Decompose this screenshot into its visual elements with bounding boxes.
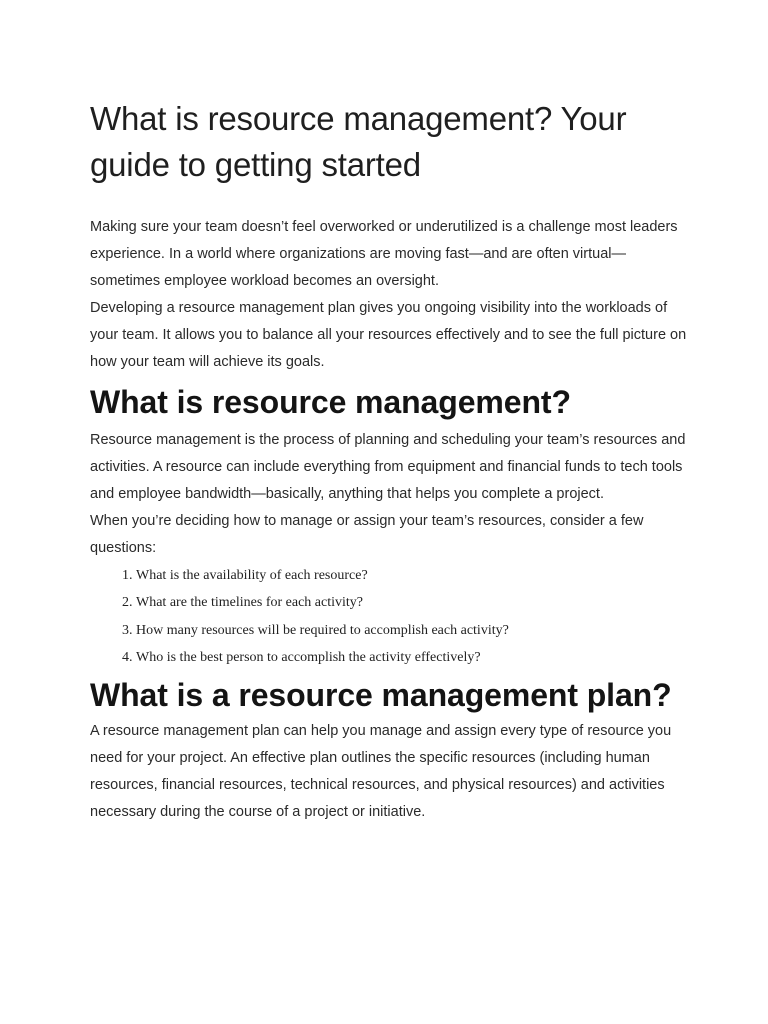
list-item: 1. What is the availability of each resource? — [136, 562, 690, 589]
intro-paragraph: Making sure your team doesn’t feel overworked or underutilized is a challenge most leaders experience. In a world where organizations are moving fast—and are often virtual—sometimes employee workload becomes an oversight. — [90, 219, 678, 289]
section-heading-resource-management-plan: What is a resource management plan? — [90, 677, 672, 714]
list-item: 3. How many resources will be required to accomplish each activity? — [136, 617, 690, 644]
page-title: What is resource management? Your guide to getting started — [90, 100, 627, 183]
intro-paragraph: Developing a resource management plan gives you ongoing visibility into the workloads of your team. It allows you to balance all your resources effectively and to see the full picture on how your team will achieve its goals. — [90, 300, 687, 370]
questions-list — [90, 562, 690, 671]
document-page — [90, 96, 690, 826]
section-paragraph: Resource management is the process of planning and scheduling your team’s resources and activities. A resource can include everything from equipment and financial funds to tech tools and employee bandwidth—basically, anything that helps you complete a project. — [90, 432, 686, 502]
section-heading-resource-management: What is resource management? — [90, 384, 571, 420]
section-paragraph: A resource management plan can help you manage and assign every type of resource you need for your project. An effective plan outlines the specific resources (including human resources, financial resources, technical resources, and physical resources) and activities necessary during the course of a project or initiative. — [90, 723, 672, 821]
section-paragraph: When you’re deciding how to manage or assign your team’s resources, consider a few questions: — [90, 513, 644, 556]
list-item: 4. Who is the best person to accomplish the activity effectively? — [136, 644, 690, 671]
list-item: 2. What are the timelines for each activity? — [136, 589, 690, 616]
intro-section — [90, 214, 690, 376]
